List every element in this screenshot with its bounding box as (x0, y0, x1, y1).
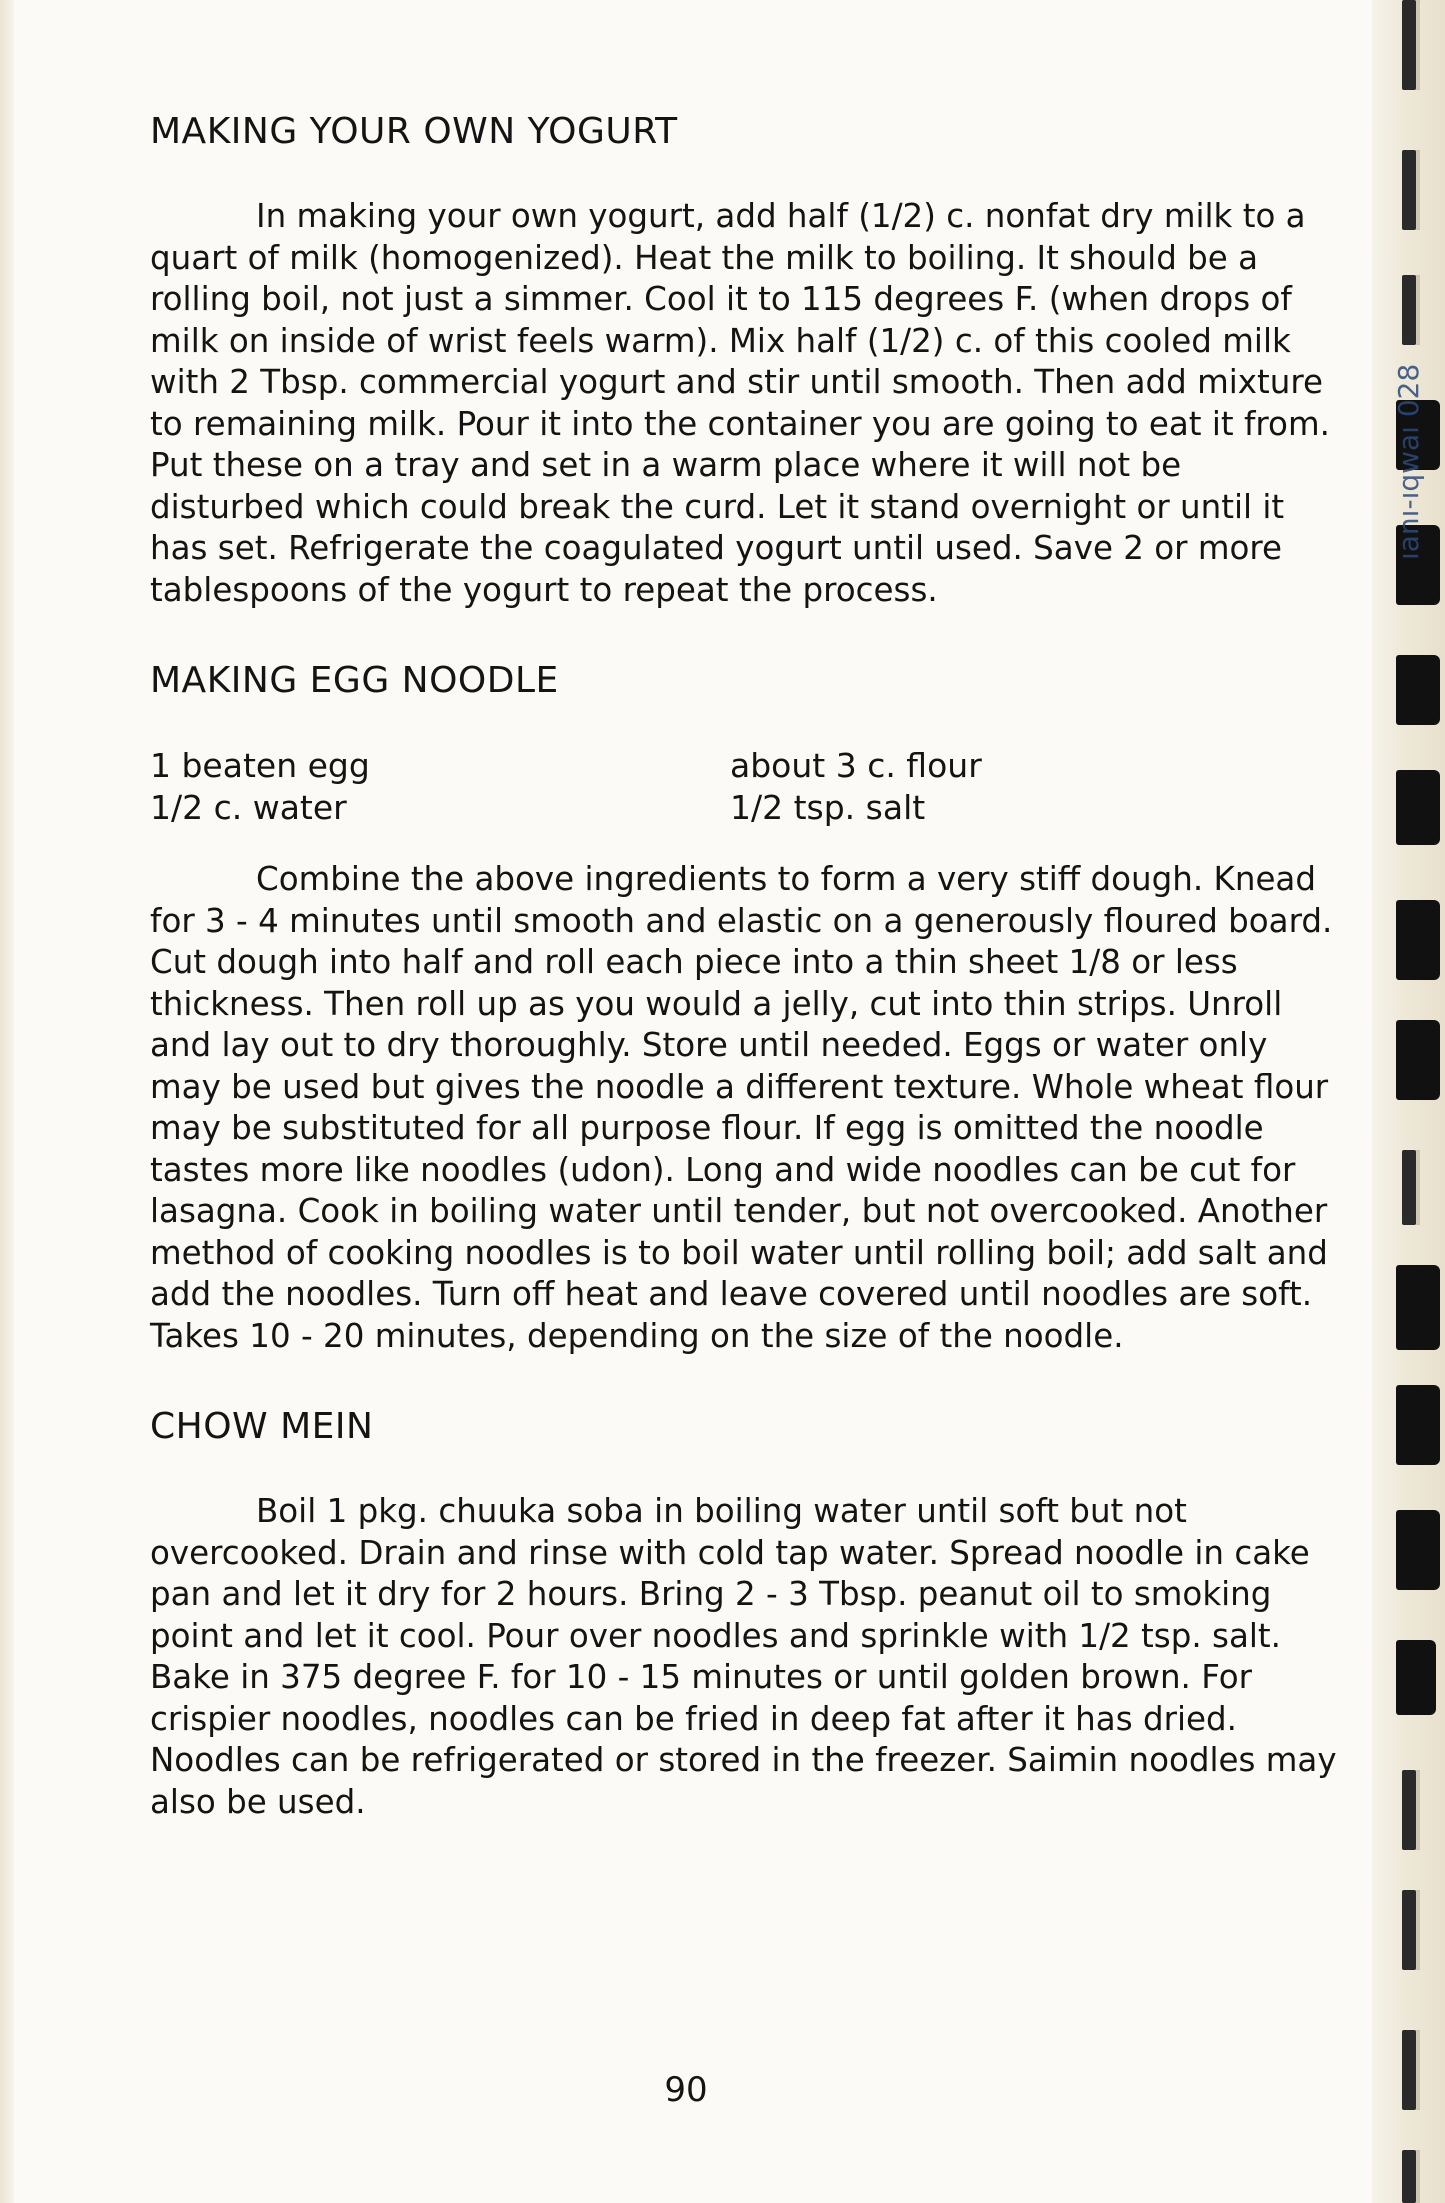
page-number: 90 (664, 2070, 708, 2110)
chow-mein-title: CHOW MEIN (150, 1406, 374, 1447)
chow-mein-body: Boil 1 pkg. chuuka soba in boiling water until soft but not overcooked. Drain and rinse with cold tap water. Spread noodle in cake pan and let it dry for 2 hours. Bring 2 - 3 Tbsp. peanut oil to smoking point and let it cool. Pour over noodles and sprinkle with 1/2 tsp. salt. Bake in 375 degree F. for 10 - 15 minutes or until golden brown. For crispier noodles, noodles can be fried in deep fat after it has dried. Noodles can be refrigerated or stored in the freezer. Saimin noodles may also be used. (150, 1492, 1337, 1821)
binding-ring (1396, 1640, 1436, 1715)
page-left-edge (0, 0, 14, 2203)
binding-ring (1402, 2150, 1420, 2203)
chow-mein-section (150, 1403, 1340, 1823)
binding-ring (1396, 1020, 1440, 1100)
binding-ring (1402, 1890, 1420, 1970)
yogurt-title: MAKING YOUR OWN YOGURT (150, 111, 678, 152)
ingredient-item: 1 beaten egg (150, 746, 370, 785)
binding-ring (1402, 2030, 1420, 2110)
egg-noodle-body: Combine the above ingredients to form a very stiff dough. Knead for 3 - 4 minutes until smooth and elastic on a generously floured board. Cut dough into half and roll each piece into a thin sheet 1/8 or less thickness. Then roll up as you would a jelly, cut into thin strips. Unroll and lay out to dry thoroughly. Store until needed. Eggs or water only may be used but gives the noodle a different texture. Whole wheat flour may be substituted for all purpose flour. If egg is omitted the noodle tastes more like noodles (udon). Long and wide noodles can be cut for lasagna. Cook in boiling water until tender, but not overcooked. Another method of cooking noodles is to boil water until rolling boil; add salt and add the noodles. Turn off heat and leave covered until noodles are soft. Takes 10 - 20 minutes, depending on the size of the noodle. (150, 860, 1333, 1355)
binding-ring (1396, 900, 1440, 980)
egg-noodle-title: MAKING EGG NOODLE (150, 660, 559, 701)
yogurt-section (150, 108, 1340, 611)
egg-noodle-ingredients (150, 745, 1340, 829)
yogurt-body: In making your own yogurt, add half (1/2) c. nonfat dry milk to a quart of milk (homogenized). Heat the milk to boiling. It should be a rolling boil, not just a simmer. Cool it to 115 degrees F. (when drops of milk on inside of wrist feels warm). Mix half (1/2) c. of this cooled milk with 2 Tbsp. commercial yogurt and stir until smooth. Then add mixture to remaining milk. Pour it into the container you are going to eat it from. Put these on a tray and set in a warm place where it will not be disturbed which could break the curd. Let it stand overnight or until it has set. Refrigerate the coagulated yogurt until used. Save 2 or more tablespoons of the yogurt to repeat the process. (150, 197, 1330, 609)
ingredients-right-column (730, 745, 982, 829)
page-content (150, 108, 1340, 1869)
binding-ring (1402, 1150, 1420, 1225)
ingredient-item: 1/2 tsp. salt (730, 788, 926, 827)
ingredient-item: 1/2 c. water (150, 788, 347, 827)
binding-ring (1402, 0, 1420, 90)
binding-ring (1402, 1770, 1420, 1850)
binding-ring (1396, 770, 1440, 845)
binding-ring (1396, 1265, 1440, 1350)
egg-noodle-section (150, 657, 1340, 1357)
binding-ring (1396, 1385, 1440, 1465)
binding-ring (1396, 655, 1440, 725)
binding-ring (1396, 1510, 1440, 1590)
ingredients-left-column (150, 745, 730, 829)
ingredient-item: about 3 c. flour (730, 746, 982, 785)
side-catalog-code: ıanı-ıqwaı 028 (1392, 363, 1425, 560)
